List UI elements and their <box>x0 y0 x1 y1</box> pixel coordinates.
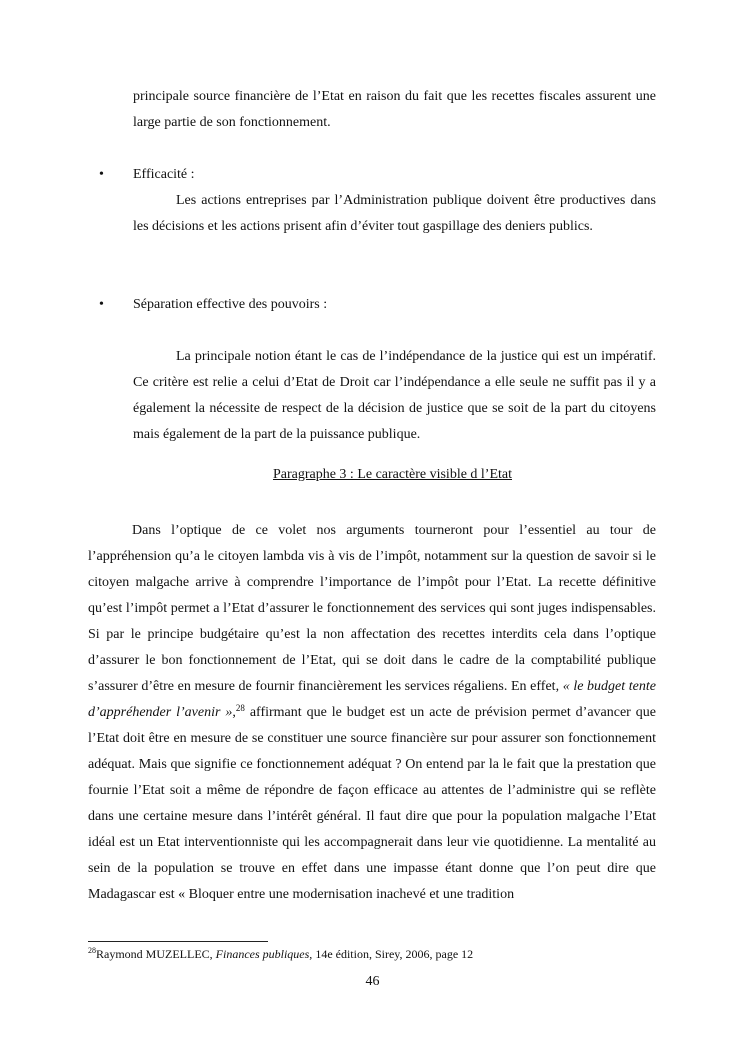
bullet-paragraph-efficacite <box>133 188 656 240</box>
page-number: 46 <box>365 974 380 989</box>
bullet-paragraph-separation <box>133 344 656 448</box>
bullet-paragraph-text: Les actions entreprises par l’Administration publique doivent être productives dans les décisions et les actions prisent afin d’éviter tout gaspillage des deniers publics. <box>133 193 656 234</box>
bullet-label: Séparation effective des pouvoirs : <box>133 297 328 312</box>
footnote-divider <box>88 941 268 942</box>
continuation-paragraph <box>133 84 656 136</box>
footnote-number: 28 <box>88 946 96 955</box>
main-paragraph <box>88 518 656 908</box>
quote-comma: , <box>232 705 236 720</box>
footnote-title: Finances publiques, <box>215 947 313 961</box>
footnote-reference: 28 <box>235 703 245 713</box>
budget-quote: « le budget tente d’appréhender l’avenir » <box>88 679 656 720</box>
footnote-author: Raymond MUZELLEC, <box>96 947 216 961</box>
footnote <box>88 945 473 963</box>
continuation-text: principale source financière de l’Etat en raison du fait que les recettes fiscales assurent une large partie de son fonctionnement. <box>133 89 656 130</box>
bullet-icon: • <box>99 167 104 182</box>
section-heading: Paragraphe 3 : Le caractère visible d l’Etat <box>272 467 513 482</box>
footnote-details: 14e édition, Sirey, 2006, page 12 <box>312 947 474 961</box>
bullet-label: Efficacité : <box>133 167 195 182</box>
bullet-paragraph-text: La principale notion étant le cas de l’indépendance de la justice qui est un impératif. Ce critère est relie a celui d’Etat de Droit car l’indépendance a elle seule ne suffit pas il y a également la nécessite de respect de la décision de justice que se soit de la part du citoyens mais également de la part de la puissance publique. <box>133 349 656 442</box>
main-paragraph-part1: Dans l’optique de ce volet nos arguments tourneront pour l’essentiel au tour de l’appréhension qu’a le citoyen lambda vis à vis de l’impôt, notamment sur la question de savoir si le citoyen malgache arrive à comprendre l’importance de l’impôt pour l’Etat. La recette définitive qu’est l’impôt permet a l’Etat d’assurer le fonctionnement des services qui sont juges indispensables. Si par le principe budgétaire qu’est la non affectation des recettes interdits cela dans l’optique d’assurer le bon fonctionnement de l’Etat, qui se doit dans le cadre de la comptabilité publique s’assurer d’être en mesure de fournir financièrement les services régaliens. En effet, <box>88 523 656 694</box>
bullet-icon: • <box>99 297 104 312</box>
main-paragraph-part2: affirmant que le budget est un acte de prévision permet d’avancer que l’Etat doit être en mesure de se constituer une source financière sur pour assurer son fonctionnement adéquat. Mais que signifie ce fonctionnement adéquat ? On entend par la le fait que la prestation que fournie l’Etat soit a même de répondre de façon efficace au attentes de l’administre qui se reflète dans une certaine mesure dans l’intérêt général. Il faut dire que pour la population malgache l’Etat idéal est un Etat interventionniste qui les accompagnerait dans leur vie quotidienne. La mentalité au sein de la population se trouve en effet dans une impasse étant donne que l’on peut dire que Madagascar est « Bloquer entre une modernisation inachevé et une tradition <box>88 705 656 902</box>
